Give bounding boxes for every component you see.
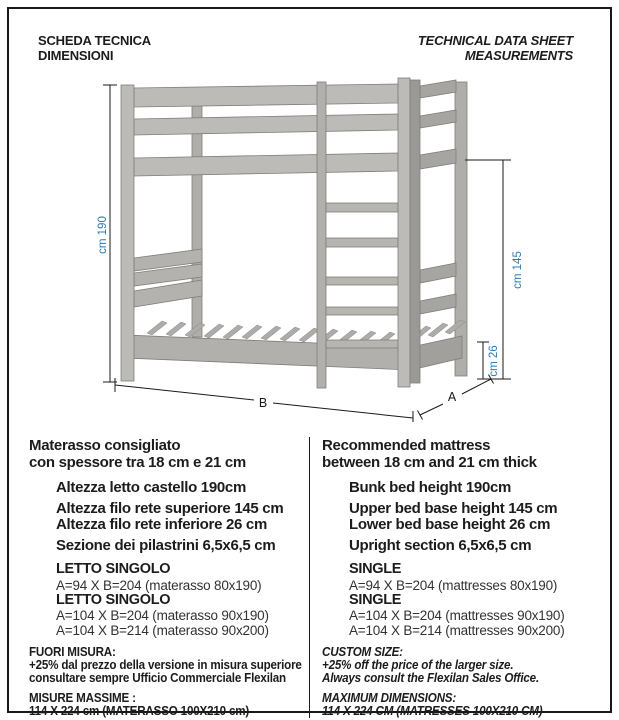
column-english (310, 437, 581, 718)
text-line: between 18 cm and 21 cm thick (322, 454, 537, 471)
single-bed-sizes-en (349, 562, 581, 638)
title-line: SCHEDA TECNICA (38, 33, 152, 48)
single-bed-sizes-it (56, 562, 309, 638)
dimension-label-length: B (258, 396, 268, 410)
note-title: MISURE MASSIME : (29, 691, 136, 705)
dimension-label-total-height: cm 190 (97, 216, 110, 254)
column-italian (29, 437, 310, 718)
sheet-title-english (418, 33, 573, 63)
size-heading: SINGLE (349, 561, 402, 577)
mattress-note-en (322, 437, 581, 471)
note-line: +25% dal prezzo della versione in misura superiore (29, 658, 302, 672)
spec-line: Altezza filo rete inferiore 26 cm (56, 516, 268, 533)
max-size-note-it (29, 692, 289, 718)
sheet-title-italian (38, 33, 151, 63)
title-line: MEASUREMENTS (464, 48, 573, 63)
dimension-label-width: A (447, 390, 457, 404)
bed-wood-parts (121, 78, 467, 388)
note-line: Always consult the Flexilan Sales Office. (322, 671, 539, 685)
spec-line: Sezione dei pilastrini 6,5x6,5 cm (56, 537, 276, 554)
spec-columns (29, 437, 581, 718)
custom-size-note-en (322, 646, 563, 685)
size-heading: LETTO SINGOLO (56, 561, 171, 577)
size-line: A=104 X B=204 (materasso 90x190) (56, 608, 269, 623)
spec-list-en (349, 480, 581, 554)
mattress-note-it (29, 437, 309, 471)
spec-list-it (56, 480, 309, 554)
spec-line: Bunk bed height 190cm (349, 479, 512, 496)
size-heading: SINGLE (349, 591, 402, 608)
size-line: A=94 X B=204 (materasso 80x190) (56, 577, 262, 593)
size-line: A=104 X B=214 (materasso 90x200) (56, 623, 269, 638)
spec-line: Lower bed base height 26 cm (349, 516, 551, 533)
text-line: Materasso consigliato (29, 437, 181, 454)
note-title: CUSTOM SIZE: (322, 645, 403, 659)
text-line: con spessore tra 18 cm e 21 cm (29, 454, 246, 471)
dimension-label-lower-height: cm 26 (488, 345, 501, 377)
note-line: 114 X 224 cm (MATERASSO 100X210 cm) (29, 704, 250, 718)
custom-size-note-it (29, 645, 302, 685)
note-line: +25% off the price of the larger size. (322, 658, 514, 672)
note-line: 114 X 224 CM (MATRESSES 100X210 CM) (322, 704, 543, 718)
spec-line: Altezza filo rete superiore 145 cm (56, 500, 284, 517)
size-line: A=104 X B=204 (mattresses 90x190) (349, 608, 565, 623)
spec-line: Upper bed base height 145 cm (349, 500, 558, 517)
title-line: TECHNICAL DATA SHEET (417, 33, 573, 48)
max-size-note-en (322, 692, 563, 718)
dimension-lines (103, 85, 511, 422)
note-line: consultare sempre Ufficio Commerciale Flexilan (29, 671, 286, 685)
size-line: A=104 X B=214 (mattresses 90x200) (349, 623, 565, 638)
spec-line: Altezza letto castello 190cm (56, 479, 247, 496)
note-title: FUORI MISURA: (29, 645, 116, 659)
size-heading: LETTO SINGOLO (56, 591, 171, 608)
text-line: Recommended mattress (322, 437, 491, 454)
dimension-label-upper-height: cm 145 (512, 251, 525, 289)
title-line: DIMENSIONI (38, 48, 114, 63)
size-line: A=94 X B=204 (mattresses 80x190) (349, 577, 558, 593)
spec-line: Upright section 6,5x6,5 cm (349, 537, 532, 554)
note-title: MAXIMUM DIMENSIONS: (322, 691, 457, 705)
bunk-bed-illustration (95, 70, 530, 422)
